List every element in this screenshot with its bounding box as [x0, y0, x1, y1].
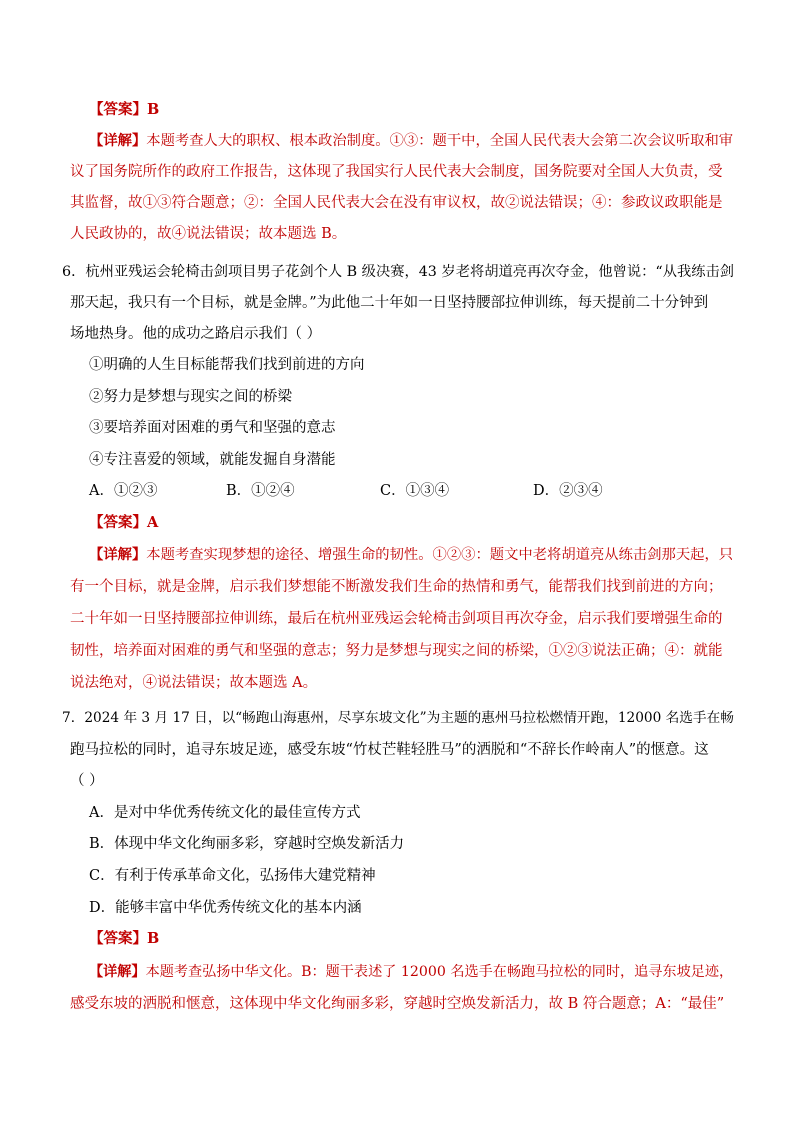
- q7-answer-line: [89, 929, 159, 949]
- answer-value: B: [147, 930, 160, 947]
- q5-detail-line-3: [70, 193, 723, 213]
- q7-detail-line-1: [89, 962, 733, 982]
- detail-text: 人民政协的，故④说法错误；故本题选 B。: [70, 226, 347, 242]
- detail-text: 说法绝对，④说法错误；故本题选 A。: [70, 675, 318, 691]
- q6-option-c: C．①③④: [380, 483, 450, 499]
- q6-statement-1: ①明确的人生目标能帮我们找到前进的方向: [89, 357, 365, 373]
- q6-stem-line-1: 6．杭州亚残运会轮椅击剑项目男子花剑个人 B 级决赛，43 岁老将胡道亮再次夺金，他曾说：“从我练击剑: [62, 264, 735, 280]
- q6-statement-3: ③要培养面对困难的勇气和坚强的意志: [89, 420, 336, 436]
- q6-answer-line: [89, 513, 158, 533]
- q5-detail-line-4: [70, 224, 346, 244]
- q5-detail-line-2: [70, 162, 723, 182]
- q6-detail-line-5: [70, 673, 317, 693]
- answer-value: A: [147, 514, 159, 531]
- answer-tag: 【答案】: [89, 930, 147, 947]
- detail-text: 感受东坡的洒脱和惬意，这体现中华文化绚丽多彩，穿越时空焕发新活力，故 B 符合题意；A：“最佳”: [70, 996, 725, 1012]
- q6-option-d: D．②③④: [533, 483, 603, 499]
- q6-stem-line-2: 那天起，我只有一个目标，就是金牌。”为此他二十年如一日坚持腰部拉伸训练，每天提前二十分钟到: [70, 295, 709, 311]
- detail-text: 本题考查实现梦想的途径、增强生命的韧性。①②③：题文中老将胡道亮从练击剑那天起，只: [146, 547, 734, 563]
- q7-stem-line-3: （ ）: [70, 773, 104, 789]
- q6-detail-line-4: [70, 641, 723, 661]
- q7-option-d: D．能够丰富中华优秀传统文化的基本内涵: [89, 900, 362, 916]
- detail-text: 韧性，培养面对困难的勇气和坚强的意志；努力是梦想与现实之间的桥梁，①②③说法正确；④：就能: [70, 643, 723, 659]
- q5-detail-line-1: [89, 131, 733, 151]
- q6-stem-line-3: 场地热身。他的成功之路启示我们（ ）: [70, 326, 322, 342]
- detail-tag: 【详解】: [89, 964, 146, 980]
- q6-option-b: B．①②④: [226, 483, 295, 499]
- q7-option-c: C．有利于传承革命文化，弘扬伟大建党精神: [89, 868, 376, 884]
- detail-text: 本题考查弘扬中华文化。B：题干表述了 12000 名选手在畅跑马拉松的同时，追寻东坡足迹，: [145, 964, 734, 980]
- detail-text: 议了国务院所作的政府工作报告，这体现了我国实行人民代表大会制度，国务院要对全国人大负责，受: [70, 164, 723, 180]
- detail-text: 有一个目标，就是金牌，启示我们梦想能不断激发我们生命的热情和勇气，能帮我们找到前进的方向；: [70, 579, 723, 595]
- detail-text: 本题考查人大的职权、根本政治制度。①③：题干中，全国人民代表大会第二次会议听取和审: [146, 133, 734, 149]
- answer-tag: 【答案】: [89, 514, 147, 531]
- q7-detail-line-2: [70, 994, 724, 1014]
- detail-text: 二十年如一日坚持腰部拉伸训练，最后在杭州亚残运会轮椅击剑项目再次夺金，启示我们要增强生命的: [70, 611, 723, 627]
- detail-tag: 【详解】: [89, 547, 147, 563]
- q6-detail-line-1: [89, 545, 733, 565]
- detail-tag: 【详解】: [89, 133, 147, 149]
- answer-value: B: [147, 101, 160, 118]
- q6-option-a: A．①②③: [89, 483, 158, 499]
- q6-detail-line-2: [70, 577, 723, 597]
- q7-option-a: A．是对中华优秀传统文化的最佳宣传方式: [89, 805, 361, 821]
- q7-option-b: B．体现中华文化绚丽多彩，穿越时空焕发新活力: [89, 836, 405, 852]
- answer-tag: 【答案】: [89, 101, 147, 118]
- q6-statement-2: ②努力是梦想与现实之间的桥梁: [89, 389, 292, 405]
- q6-statement-4: ④专注喜爱的领域，就能发掘自身潜能: [89, 452, 336, 468]
- q7-stem-line-2: 跑马拉松的同时，追寻东坡足迹，感受东坡“竹杖芒鞋轻胜马”的洒脱和“不辞长作岭南人”的惬意。这: [70, 742, 709, 758]
- detail-text: 其监督，故①③符合题意；②：全国人民代表大会在没有审议权，故②说法错误；④：参政议政职能是: [70, 195, 723, 211]
- q6-detail-line-3: [70, 609, 723, 629]
- q5-answer-line: [89, 100, 159, 120]
- q7-stem-line-1: 7．2024 年 3 月 17 日，以“畅跑山海惠州，尽享东坡文化”为主题的惠州马拉松燃情开跑，12000 名选手在畅: [62, 710, 734, 726]
